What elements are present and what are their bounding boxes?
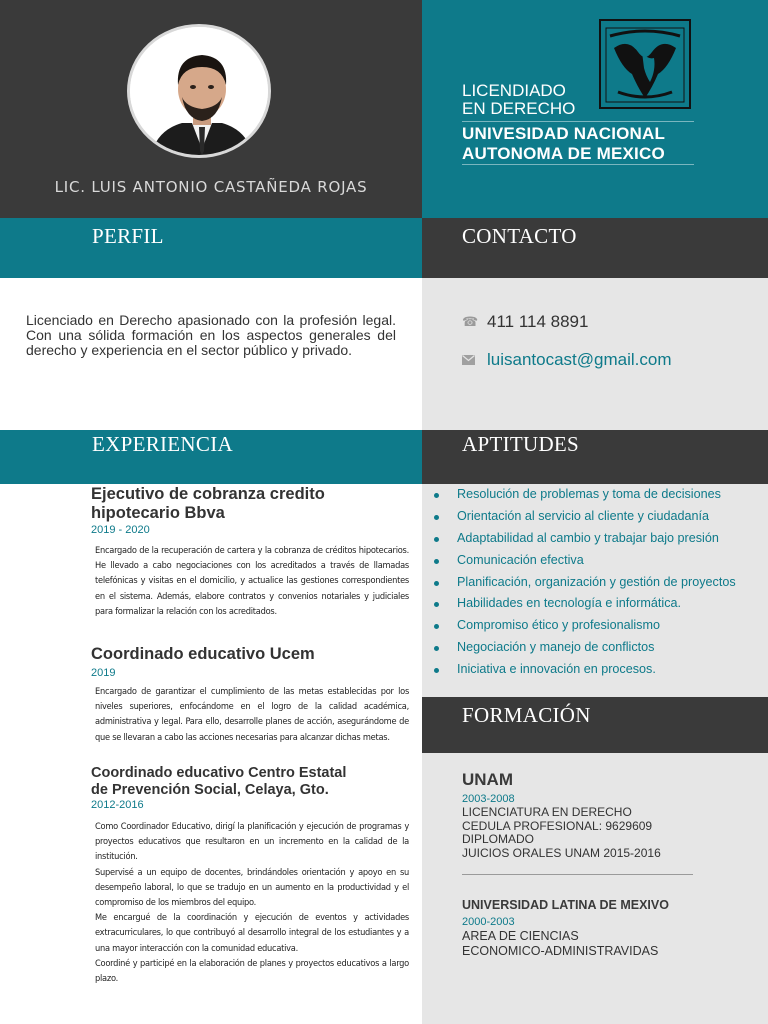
contacto-header-bar — [422, 218, 768, 278]
job-description-paragraph: Supervisé a un equipo de docentes, brindándoles orientación y apoyo en su desempeño laboral, lo que se tradujo en un aumento en la productividad y el compromiso de los miembros del equipo. — [95, 866, 409, 909]
university-line-1: UNIVESIDAD NACIONAL — [462, 124, 666, 143]
skill-item — [422, 572, 768, 594]
email-link[interactable]: luisantocast@gmail.com — [487, 350, 672, 369]
education-details-1 — [462, 806, 661, 860]
experiencia-heading: EXPERIENCIA — [92, 432, 233, 456]
skills-list — [422, 484, 768, 681]
education-detail: LICENCIATURA EN DERECHO — [462, 805, 632, 819]
skill-label: Negociación y manejo de conflictos — [457, 640, 655, 655]
skill-label: Planificación, organización y gestión de proyectos — [457, 574, 736, 589]
education-years-2: 2000-2003 — [462, 916, 515, 928]
bullet-icon — [434, 559, 439, 564]
job-title-line: de Prevención Social, Celaya, Gto. — [91, 782, 329, 798]
job-years-2: 2019 — [91, 667, 116, 679]
education-detail: DIPLOMADO — [462, 832, 535, 846]
full-name: LIC. LUIS ANTONIO CASTAÑEDA ROJAS — [54, 178, 368, 196]
aptitudes-heading: APTITUDES — [462, 432, 580, 456]
job-title-line: hipotecario Bbva — [91, 504, 225, 522]
bullet-icon — [434, 646, 439, 651]
university-line-2: AUTONOMA DE MEXICO — [462, 144, 665, 163]
skill-label: Comunicación efectiva — [457, 552, 584, 567]
profile-photo — [127, 24, 271, 158]
skill-item — [422, 637, 768, 659]
bullet-icon — [434, 515, 439, 520]
formacion-heading: FORMACIÓN — [462, 703, 591, 727]
degree-line-2: EN DERECHO — [462, 99, 576, 118]
phone-icon: ☎ — [462, 314, 479, 329]
bullet-icon — [434, 602, 439, 607]
job-years-3: 2012-2016 — [91, 799, 144, 811]
skill-item — [422, 659, 768, 681]
experiencia-header-bar — [0, 430, 422, 484]
education-years-1: 2003-2008 — [462, 793, 515, 805]
job-description-paragraph: Me encargué de la coordinación y ejecución de eventos y actividades extracurriculares, lo que contribuyó al desarrollo integral de los estudiantes y a una mayor interacción con la comunidad educativa. — [95, 912, 409, 954]
education-detail: AREA DE CIENCIAS — [462, 929, 579, 943]
phone-number[interactable]: 411 114 8891 — [487, 312, 589, 331]
person-photo-icon — [130, 27, 271, 158]
divider — [462, 164, 694, 165]
education-divider — [462, 874, 693, 875]
job-title-3 — [91, 765, 346, 799]
bullet-icon — [434, 668, 439, 673]
university-name — [462, 124, 665, 164]
skill-label: Compromiso ético y profesionalismo — [457, 618, 660, 633]
perfil-heading: PERFIL — [92, 224, 164, 248]
email-row — [462, 350, 672, 370]
skill-label: Resolución de problemas y toma de decisiones — [457, 487, 721, 501]
phone-row — [462, 312, 588, 332]
mail-icon — [462, 353, 480, 368]
job-description-paragraph: Como Coordinador Educativo, dirigí la planificación y ejecución de programas y proyectos educativos que resultaron en un incremento en la calidad de la institución. — [95, 821, 409, 863]
bullet-icon — [434, 624, 439, 629]
header-right-panel — [422, 0, 768, 218]
education-detail: JUICIOS ORALES UNAM 2015-2016 — [462, 845, 661, 860]
education-institution-2: UNIVERSIDAD LATINA DE MEXIVO — [462, 898, 669, 912]
skill-label: Adaptabilidad al cambio y trabajar bajo presión — [457, 530, 719, 545]
skill-label: Iniciativa e innovación en procesos. — [457, 662, 656, 677]
formacion-header-bar — [422, 697, 768, 753]
job-title-line: Coordinado educativo Ucem — [91, 645, 315, 663]
perfil-text: Licenciado en Derecho apasionado con la profesión legal. Con una sólida formación en los aspectos generales del derecho y experiencia en el sector público y privado. — [26, 312, 396, 358]
bullet-icon — [434, 581, 439, 586]
contacto-heading: CONTACTO — [462, 224, 577, 248]
job-title-1 — [91, 485, 325, 523]
skill-item — [422, 615, 768, 637]
bullet-icon — [434, 537, 439, 542]
unam-seal-icon — [598, 18, 692, 110]
bullet-icon — [434, 493, 439, 498]
job-years-1: 2019 - 2020 — [91, 524, 150, 536]
education-details-2 — [462, 929, 658, 959]
header-left-panel — [0, 0, 422, 218]
skill-item — [422, 550, 768, 572]
job-description-3 — [95, 819, 409, 986]
education-detail: ECONOMICO-ADMINISTRAVIDAS — [462, 944, 659, 958]
skill-label: Habilidades en tecnología e informática. — [457, 596, 682, 611]
aptitudes-header-bar — [422, 430, 768, 484]
degree-line-1: LICENDIADO — [462, 81, 566, 100]
skill-item — [422, 484, 768, 506]
education-institution-1: UNAM — [462, 770, 513, 789]
skill-item — [422, 593, 768, 615]
job-description-1: Encargado de la recuperación de cartera y la cobranza de créditos hipotecarios. He llevado a cabo negociaciones con los acreditados a través de llamadas telefónicas y visitas en el domicilio, y actualice las gestiones correspondientes en el sistema. Además, elabore contratos y convenios notariales y judiciales para formalizar la relación con los acreditados. — [95, 545, 409, 617]
job-description-paragraph: Coordiné y participé en la elaboración de planes y proyectos educativos a largo plazo. — [95, 957, 409, 985]
education-detail: CEDULA PROFESIONAL: 9629609 — [462, 818, 653, 833]
degree-title — [462, 82, 575, 118]
job-description-2: Encargado de garantizar el cumplimiento de las metas establecidas por los niveles superiores, enfocándome en el logro de la calidad académica, administrativa y legal. Para ello, desarrolle planes de acción, asegurándome de que se llevaran a cabo las acciones necesarias para alcanzar dichas metas. — [95, 686, 409, 743]
skill-item — [422, 528, 768, 550]
skill-label: Orientación al servicio al cliente y ciudadanía — [457, 508, 710, 523]
job-title-line: Ejecutivo de cobranza credito — [91, 485, 325, 503]
job-title-line: Coordinado educativo Centro Estatal — [91, 765, 347, 781]
job-title-2 — [91, 645, 315, 664]
contacto-body — [422, 278, 768, 430]
perfil-header-bar — [0, 218, 422, 278]
skill-item — [422, 506, 768, 528]
divider — [462, 121, 694, 122]
